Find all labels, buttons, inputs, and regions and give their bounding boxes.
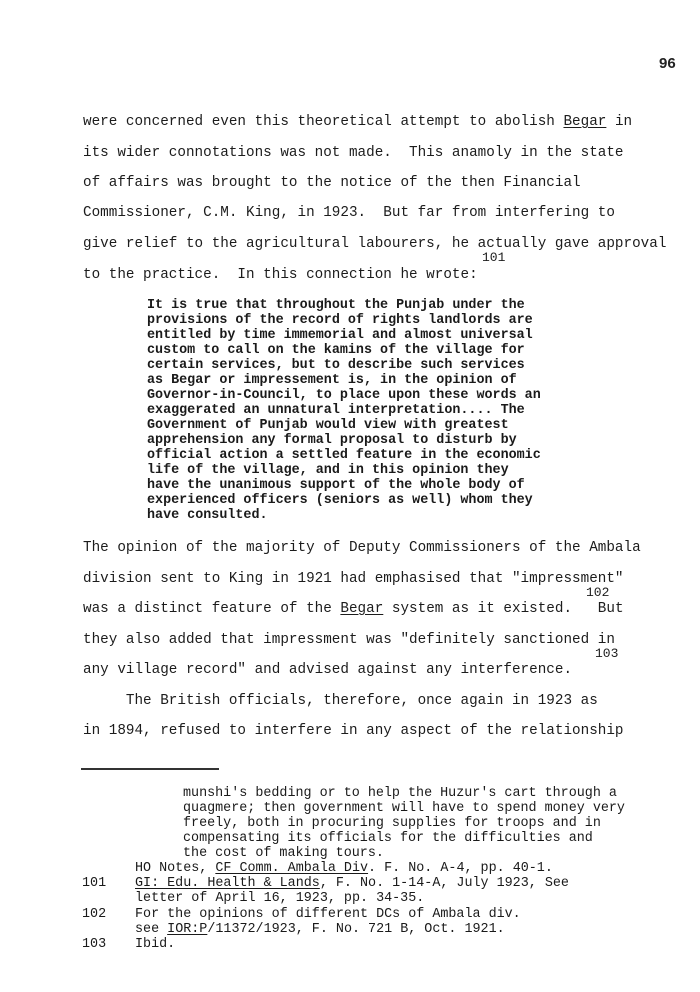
footnote-number-102: 102 — [82, 907, 107, 922]
quote-line: certain services, but to describe such services — [147, 358, 525, 373]
body-line: The British officials, therefore, once again in 1923 as — [83, 693, 598, 709]
text: in — [606, 114, 633, 130]
underlined-source: IOR:P — [167, 922, 208, 937]
footnote-102-line — [135, 922, 505, 937]
text: HO Notes, — [135, 861, 216, 876]
footnote-continuation-line: munshi's bedding or to help the Huzur's cart through a — [183, 786, 617, 801]
quote-line: have consulted. — [147, 508, 268, 523]
text: . F. No. A-4, pp. 40-1. — [368, 861, 553, 876]
body-line — [83, 114, 632, 130]
underlined-source: GI: Edu. Health & Lands — [135, 876, 320, 891]
footnote-101-line: letter of April 16, 1923, pp. 34-35. — [135, 891, 425, 906]
footnote-ref-103: 103 — [595, 646, 619, 661]
footnote-102-line: For the opinions of different DCs of Ambala div. — [135, 907, 521, 922]
quote-line: provisions of the record of rights landlords are — [147, 313, 533, 328]
quote-line: experienced officers (seniors as well) whom they — [147, 493, 533, 508]
footnote-continuation-line: compensating its officials for the difficulties and — [183, 831, 593, 846]
text: /11372/1923, F. No. 721 B, Oct. 1921. — [207, 922, 505, 937]
quote-line: exaggerated an unnatural interpretation.... The — [147, 403, 525, 418]
text: system as it existed. But — [383, 601, 624, 617]
underlined-source: CF Comm. Ambala Div — [215, 861, 369, 876]
body-line: give relief to the agricultural labourers, he actually gave approval — [83, 236, 667, 252]
body-line — [83, 601, 624, 617]
footnote-continuation-line: the cost of making tours. — [183, 846, 384, 861]
quote-line: as Begar or impressement is, in the opinion of — [147, 373, 517, 388]
quote-line: Governor-in-Council, to place upon these words an — [147, 388, 541, 403]
underlined-term: Begar — [340, 601, 384, 617]
footnote-ref-102: 102 — [586, 585, 610, 600]
footnote-number-103: 103 — [82, 937, 107, 952]
footnote-continuation-line: quagmere; then government will have to spend money very — [183, 801, 625, 816]
text: were concerned even this theoretical attempt to abolish — [83, 114, 564, 130]
body-line: division sent to King in 1921 had emphasised that "impressment" — [83, 571, 624, 587]
footnote-continuation-line: freely, both in procuring supplies for troops and in — [183, 816, 601, 831]
quote-line: It is true that throughout the Punjab under the — [147, 298, 525, 313]
quote-line: life of the village, and in this opinion they — [147, 463, 509, 478]
text: , F. No. 1-14-A, July 1923, See — [319, 876, 569, 891]
footnote-divider — [81, 768, 219, 770]
quote-line: entitled by time immemorial and almost universal — [147, 328, 533, 343]
footnote-source — [135, 861, 553, 876]
quote-line: Government of Punjab would view with greatest — [147, 418, 509, 433]
quote-line: apprehension any formal proposal to disturb by — [147, 433, 517, 448]
body-line: they also added that impressment was "definitely sanctioned in — [83, 632, 615, 648]
quote-line: custom to call on the kamins of the village for — [147, 343, 525, 358]
body-line: to the practice. In this connection he wrote: — [83, 267, 478, 283]
body-line: its wider connotations was not made. This anamoly in the state — [83, 145, 624, 161]
page-number: 96 — [659, 55, 676, 72]
footnote-103-line: Ibid. — [135, 937, 176, 952]
quote-line: have the unanimous support of the whole body of — [147, 478, 525, 493]
text: was a distinct feature of the — [83, 601, 341, 617]
underlined-term: Begar — [563, 114, 607, 130]
body-line: in 1894, refused to interfere in any aspect of the relationship — [83, 723, 624, 739]
body-line: any village record" and advised against any interference. — [83, 662, 573, 678]
text: see — [135, 922, 168, 937]
body-line: The opinion of the majority of Deputy Commissioners of the Ambala — [83, 540, 641, 556]
quote-line: official action a settled feature in the economic — [147, 448, 541, 463]
body-line: of affairs was brought to the notice of the then Financial — [83, 175, 581, 191]
footnote-ref-101: 101 — [482, 250, 506, 265]
body-line: Commissioner, C.M. King, in 1923. But far from interfering to — [83, 205, 615, 221]
footnote-number-101: 101 — [82, 876, 107, 891]
footnote-101-line — [135, 876, 569, 891]
